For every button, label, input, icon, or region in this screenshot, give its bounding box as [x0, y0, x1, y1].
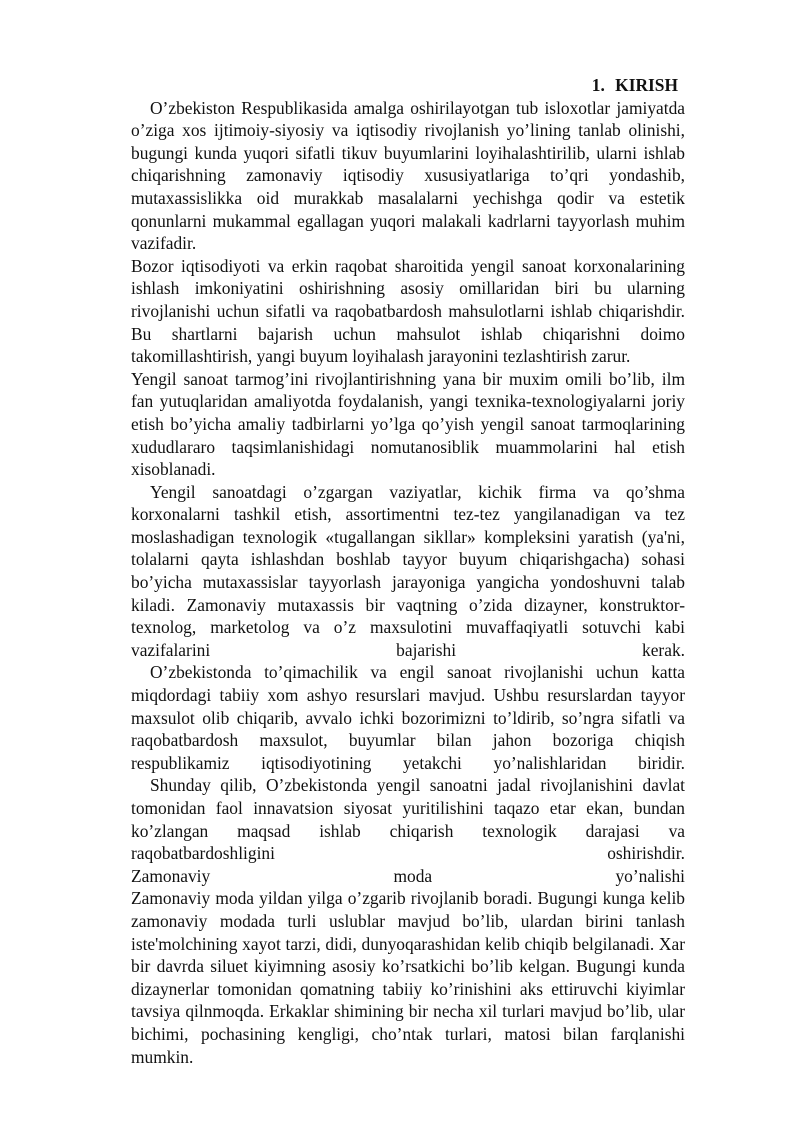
paragraph-light-industry-factor: Yengil sanoat tarmog’ini rivojlantirishning yana bir muxim omili bo’lib, ilm fan yutuqlaridan amaliyotda foydalanish, yangi texnika-texnologiyalarni joriy etish bo’yicha amaliy tadbirlarni yo’lga qo’yish yengil sanoat tarmoqlarining xududlararo taqsimlanishidagi nomutanosiblik muammolarini hal etish xisoblanadi.	[131, 368, 685, 480]
paragraph-modern-fashion: Zamonaviy moda yildan yilga o’zgarib rivojlanib boradi. Bugungi kunga kelib zamonaviy modada turli uslublar mavjud bo’lib, ulardan birini tanlash iste'molchining xayot tarzi, didi, dunyoqarashidan kelib chiqib belgilanadi. Xar bir davrda siluet kiyimning asosiy ko’rsatkichi bo’lib kelgan. Bugungi kunda dizaynerlar tomonidan qomatning tabiiy ko’rinishini aks ettiruvchi kiyimlar tavsiya qilnmoqda. Erkaklar shimining bir necha xil turlari mavjud bo’lib, ular bichimi, pochasining kengligi, cho’ntak turlari, matosi bilan farqlanishi mumkin.	[131, 888, 685, 1067]
paragraph-conclusion: Shunday qilib, O’zbekistonda yengil sanoatni jadal rivojlanishini davlat tomonidan faol innavatsion siyosat yuritilishini taqazo etar ekan, bundan ko’zlangan maqsad ishlab chiqarish texnologik darajasi va raqobatbardoshligini oshirishdir.	[131, 775, 685, 864]
document-page	[131, 74, 685, 1068]
paragraph-raw-resources: O’zbekistonda to’qimachilik va engil sanoat rivojlanishi uchun katta miqdordagi tabiiy xom ashyo resurslari mavjud. Ushbu resurslardan tayyor maxsulot olib chiqarib, avvalo ichki bozorimizni to’ldirib, so’ngra sifatli va raqobatbardosh maxsulot, buyumlar bilan jahon bozoriga chiqish respublikamiz iqtisodiyotining yetakchi yo’nalishlaridan biridir.	[131, 662, 685, 773]
subheading-modern-fashion: Zamonaviy moda yo’nalishi	[131, 865, 685, 886]
paragraph-market-economy: Bozor iqtisodiyoti va erkin raqobat sharoitida yengil sanoat korxonalarining ishlash imkoniyatini oshirishning asosiy omillaridan biri bu ularning rivojlanishi uchun sifatli va raqobatbardosh mahsulotlarni ishlab chiqarishdir. Bu shartlarni bajarish uchun mahsulot ishlab chiqarishni doimo takomillashtirish, yangi buyum loyihalash jarayonini tezlashtirish zarur.	[131, 255, 685, 367]
paragraph-changed-situation: Yengil sanoatdagi o’zgargan vaziyatlar, kichik firma va qo’shma korxonalarni tashkil etish, assortimentni tez-tez yangilanadigan va tez moslashadigan texnologik «tugallangan sikllar» kompleksini yaratish (ya'ni, tolalarni qayta ishlashdan boshlab tayyor buyum chiqarishgacha) sohasi bo’yicha mutaxassislar tayyorlash jarayoniga yangicha yondoshuvni talab kiladi. Zamonaviy mutaxassis bir vaqtning o’zida dizayner, konstruktor-texnolog, marketolog va o’z maxsulotini muvaffaqiyatli sotuvchi kabi vazifalarini bajarishi kerak.	[131, 481, 685, 660]
paragraph-introduction: O’zbekiston Respublikasida amalga oshirilayotgan tub isloxotlar jamiyatda o’ziga xos ijtimoiy-siyosiy va iqtisodiy rivojlanish yo’lining tanlab olinishi, bugungi kunda yuqori sifatli tikuv buyumlarini loyihalashtirilib, ularni ishlab chiqarishning zamonaviy iqtisodiy xususiyatlariga to’qri yondashib, mutaxassislikka oid murakkab masalalarni yechishga qodir va estetik qonunlarni mukammal egallagan yuqori malakali kadrlarni tayyorlash muhim vazifadir.	[131, 97, 685, 254]
section-heading: 1. KIRISH	[591, 75, 678, 95]
